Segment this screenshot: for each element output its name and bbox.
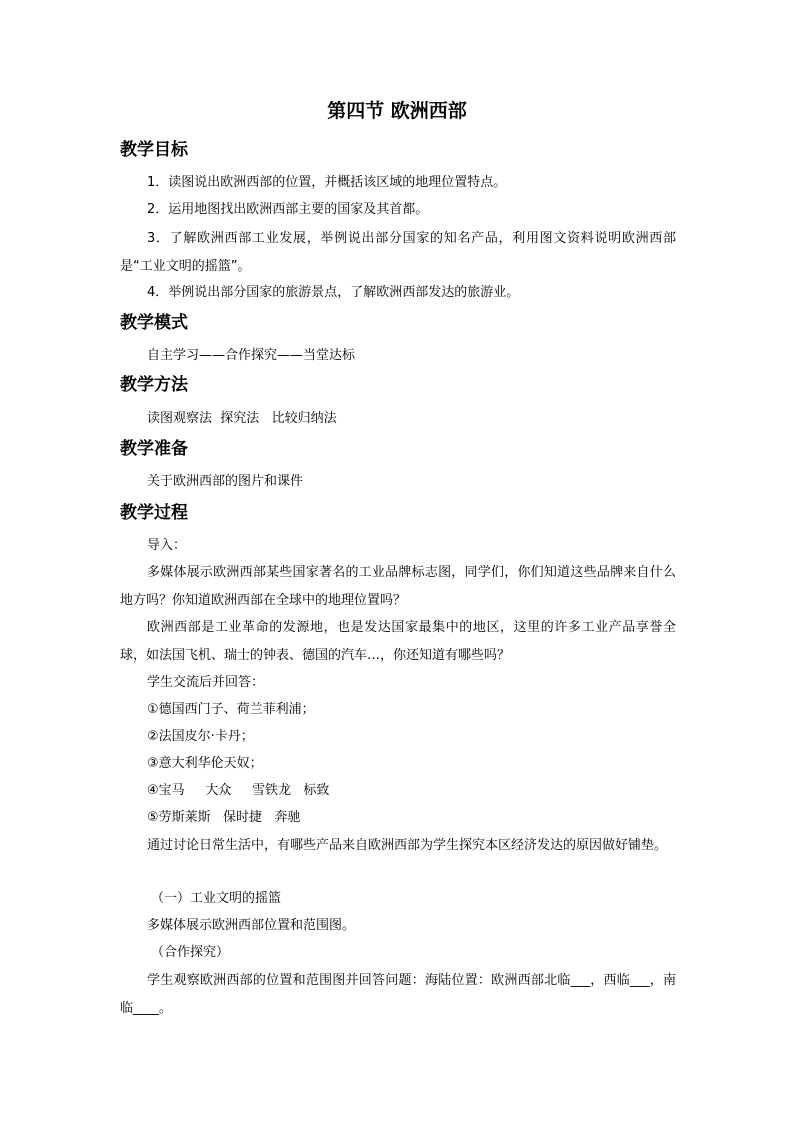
process-paragraph-5: 学生观察欧洲西部的位置和范围图并回答问题：海陆位置：欧洲西部北临___，西临___，南临____。 — [120, 973, 676, 1016]
process-paragraph-1: 多媒体展示欧洲西部某些国家著名的工业品牌标志图，同学们，你们知道这些品牌来自什么地方吗？你知道欧洲西部在全球中的地理位置吗？ — [120, 565, 676, 608]
heading-process: 教学过程 — [120, 503, 188, 523]
answer-item-1: ①德国西门子、荷兰菲利浦； — [147, 702, 315, 717]
process-paragraph-3: 通过讨论日常生活中，有哪些产品来自欧洲西部为学生探究本区经济发达的原因做好铺垫。 — [147, 838, 668, 853]
heading-objectives: 教学目标 — [120, 140, 188, 160]
intro-label: 导入： — [147, 538, 187, 553]
cooperative-label: （合作探究） — [151, 945, 230, 960]
process-paragraph-4: 多媒体展示欧洲西部位置和范围图。 — [147, 918, 356, 933]
answer-item-5: ⑤劳斯莱斯 保时捷 奔驰 — [147, 810, 301, 825]
objective-item-3: 3．了解欧洲西部工业发展，举例说出部分国家的知名产品，利用图文资料说明欧洲西部是“工业文明的摇篮”。 — [120, 231, 676, 274]
method-text: 读图观察法 探究法 比较归纳法 — [147, 411, 337, 426]
answer-item-2: ②法国皮尔·卡丹； — [147, 729, 254, 744]
objective-item-4: 4．举例说出部分国家的旅游景点，了解欧洲西部发达的旅游业。 — [147, 285, 520, 300]
mode-text: 自主学习——合作探究——当堂达标 — [147, 348, 356, 363]
answer-label: 学生交流后并回答： — [147, 675, 265, 690]
answer-item-4: ④宝马 大众 雪铁龙 标致 — [147, 783, 330, 798]
heading-preparation: 教学准备 — [120, 439, 188, 459]
process-paragraph-2: 欧洲西部是工业革命的发源地，也是发达国家最集中的地区，这里的许多工业产品享誉全球，如法国飞机、瑞士的钟表、德国的汽车…，你还知道有哪些吗？ — [120, 620, 676, 663]
subsection-heading-1: （一）工业文明的摇篮 — [151, 891, 282, 906]
objective-item-1: 1．读图说出欧洲西部的位置，并概括该区域的地理位置特点。 — [147, 175, 507, 190]
page-title: 第四节 欧洲西部 — [327, 100, 467, 122]
preparation-text: 关于欧洲西部的图片和课件 — [147, 474, 304, 489]
objective-item-2: 2．运用地图找出欧洲西部主要的国家及其首都。 — [147, 202, 429, 217]
answer-item-3: ③意大利华伦天奴； — [147, 756, 263, 771]
heading-method: 教学方法 — [120, 375, 188, 395]
heading-mode: 教学模式 — [120, 313, 188, 333]
